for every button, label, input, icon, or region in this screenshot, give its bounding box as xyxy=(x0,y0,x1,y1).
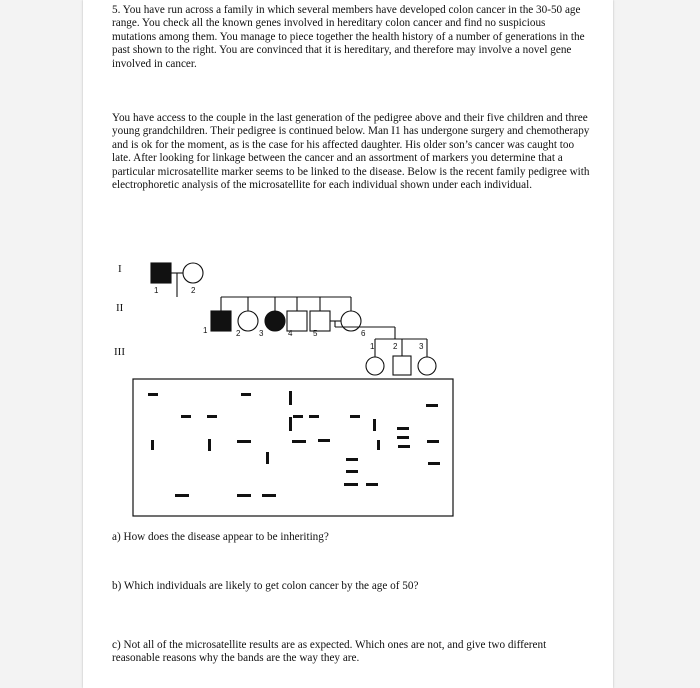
problem-context-paragraph: You have access to the couple in the last generation of the pedigree above and their five children and three young grandchildren. Their pedigree is continued below. Man I1 has undergone surgery and chemotherapy and is ok for the moment, as is the case for his affected daughter. His older son’s cancer was caught too late. After looking for linkage between the cancer and an assortment of markers you determine that a particular microsatellite marker seems to be linked to the disease. Below is the recent family pedigree with electrophoretic analysis of the microsatellite for each individual shown under each individual. xyxy=(112,112,590,192)
gel-band xyxy=(397,436,409,439)
individual-II2-female xyxy=(238,311,258,331)
gel-band xyxy=(175,494,189,497)
gel-band xyxy=(237,440,251,443)
number-II2: 2 xyxy=(236,329,241,338)
gel-band xyxy=(148,393,158,396)
number-II5: 5 xyxy=(313,329,318,338)
gel-band xyxy=(346,458,358,461)
gel-band xyxy=(366,483,378,486)
gel-band xyxy=(427,440,439,443)
gel-band xyxy=(241,393,251,396)
generation-label-3: III xyxy=(114,346,125,358)
individual-III1-female xyxy=(366,357,384,375)
gel-band xyxy=(398,445,410,448)
gel-band xyxy=(292,440,306,443)
individual-III2-male xyxy=(393,356,411,375)
problem-intro-paragraph: 5. You have run across a family in which several members have developed colon cancer in the 30-50 age range. You check all the known genes involved in hereditary colon cancer and find no suspicious mutations among them. You manage to piece together the health history of a number of generations in the past shown to the right. You are convinced that it is hereditary, and therefore may involve a novel gene involved in cancer. xyxy=(112,4,585,70)
number-II1: 1 xyxy=(203,326,208,335)
number-I2: 2 xyxy=(191,286,196,295)
generation-label-1: I xyxy=(118,263,122,275)
gel-band xyxy=(350,415,360,418)
individual-II4-male xyxy=(287,311,307,331)
gel-band xyxy=(377,440,380,450)
generation-label-2: II xyxy=(116,302,124,314)
number-III1: 1 xyxy=(370,342,375,351)
gel-band xyxy=(207,415,217,418)
gel-band xyxy=(208,439,211,451)
gel-band xyxy=(262,494,276,497)
gel-band xyxy=(289,391,292,405)
gel-band xyxy=(309,415,319,418)
number-II4: 4 xyxy=(288,329,293,338)
individual-III3-female xyxy=(418,357,436,375)
individual-II3-affected-female xyxy=(265,311,285,331)
individual-II6-female xyxy=(341,311,361,331)
gel-band xyxy=(318,439,330,442)
individual-I2-female xyxy=(183,263,203,283)
gel-band xyxy=(237,494,251,497)
gel-band xyxy=(344,483,358,486)
number-III2: 2 xyxy=(393,342,398,351)
individual-I1-affected-male xyxy=(151,263,171,283)
number-III3: 3 xyxy=(419,342,424,351)
gel-band xyxy=(346,470,358,473)
number-II6: 6 xyxy=(361,329,366,338)
question-c: c) Not all of the microsatellite results are as expected. Which ones are not, and give two different reasonable reasons why the bands are the way they are. xyxy=(112,639,547,665)
gel-band xyxy=(373,419,376,431)
individual-II1-affected-male xyxy=(211,311,231,331)
question-b: b) Which individuals are likely to get colon cancer by the age of 50? xyxy=(112,580,419,592)
gel-band xyxy=(289,417,292,431)
gel-band xyxy=(426,404,438,407)
number-II3: 3 xyxy=(259,329,264,338)
gel-band xyxy=(293,415,303,418)
individual-II5-male xyxy=(310,311,330,331)
question-a: a) How does the disease appear to be inheriting? xyxy=(112,531,329,543)
gel-band xyxy=(397,427,409,430)
gel-band xyxy=(151,440,154,450)
number-I1: 1 xyxy=(154,286,159,295)
gel-band xyxy=(428,462,440,465)
gel-band xyxy=(266,452,269,464)
gel-band xyxy=(181,415,191,418)
